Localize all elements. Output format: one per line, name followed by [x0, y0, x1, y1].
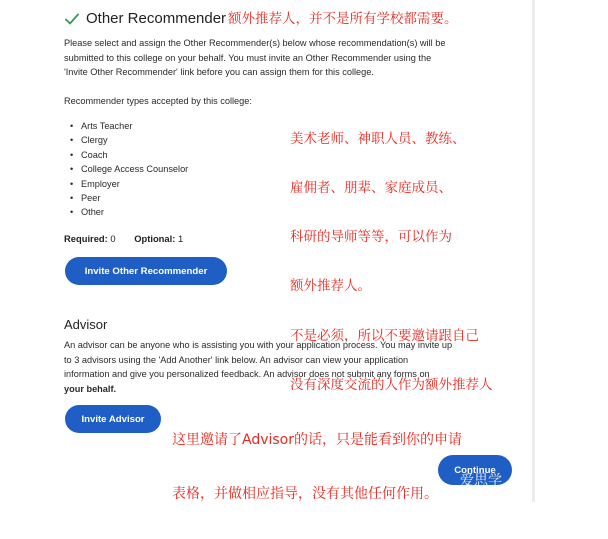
continue-button[interactable]: Continue [438, 455, 512, 485]
annotation-line: 雇佣者、朋辈、家庭成员、 [290, 180, 452, 197]
list-item: • Employer [70, 177, 188, 191]
recommenders-panel [58, 0, 532, 502]
recommender-types-list [70, 119, 188, 220]
watermark: 爱思学 [460, 473, 502, 489]
description-line: Please select and assign the Other Recommender(s) below whose recommendation(s) will be [64, 38, 446, 48]
section-title-other-recommender: Other Recommender [86, 10, 227, 27]
annotation-line: 表格，并做相应指导，没有其他任何作用。 [172, 486, 438, 502]
description-line: information and give you personalized feedback. An advisor does not submit any forms on [64, 369, 430, 380]
other-recommender-description [64, 36, 445, 80]
description-line: An advisor can be anyone who is assisting you with your application process. You may invite up [64, 340, 453, 350]
required-label: Required: [64, 233, 108, 244]
list-item: • Arts Teacher [70, 119, 188, 133]
list-item: • Coach [70, 148, 188, 162]
annotation-line: 美术老师、神职人员、教练、 [290, 130, 466, 147]
optional-value: 1 [177, 233, 184, 244]
description-line: 'Invite Other Recommender' link before you can assign them for this college. [64, 67, 374, 78]
scrollbar-track [532, 0, 535, 502]
description-line: submitted to this college on your behalf. You must invite an Other Recommender using the [64, 52, 432, 63]
annotation-line: 科研的导师等等，可以作为 [290, 229, 452, 246]
annotation-line: 没有深度交流的人作为额外推荐人 [290, 376, 493, 393]
list-item: • Clergy [70, 133, 188, 147]
annotation-line: 不是必须，所以不要邀请跟自己 [290, 327, 479, 344]
description-line: to 3 advisors using the 'Add Another' link below. An advisor can view your application [64, 354, 409, 365]
list-item: • Peer [70, 191, 188, 205]
annotation-advisor [172, 395, 462, 539]
annotation-line: 这里邀请了Advisor的话，只是能看到你的申请 [172, 432, 463, 448]
section-title-advisor: Advisor [64, 317, 108, 332]
list-item: • College Access Counselor [70, 162, 188, 176]
invite-advisor-button[interactable]: Invite Advisor [65, 405, 161, 433]
description-line: your behalf. [64, 383, 117, 394]
annotation-line: 额外推荐人。 [290, 278, 371, 295]
checkmark-icon [64, 11, 80, 27]
required-optional-counts [64, 233, 199, 244]
list-item: • Other [70, 205, 188, 219]
optional-label: Optional: [134, 233, 176, 244]
types-heading: Recommender types accepted by this college: [64, 96, 252, 106]
required-value: 0 [110, 233, 116, 244]
annotation-other-recommender: 额外推荐人，并不是所有学校都需要。 [228, 11, 458, 27]
invite-other-recommender-button[interactable]: Invite Other Recommender [65, 257, 227, 285]
advisor-description [64, 338, 452, 396]
other-recommender-header [64, 10, 226, 27]
